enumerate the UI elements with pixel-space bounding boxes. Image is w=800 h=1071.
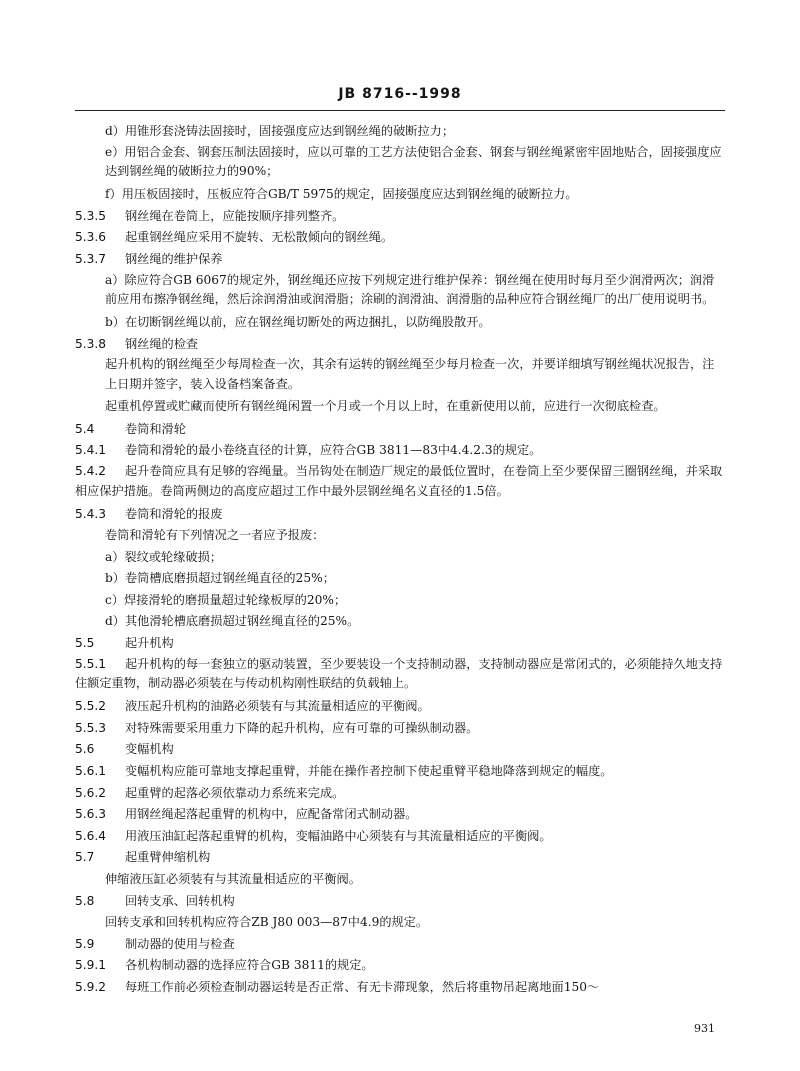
clause-text: 钢丝绳在卷筒上，应能按顺序排列整齐。: [125, 208, 345, 223]
section-heading: [75, 891, 725, 913]
list-item: d）其他滑轮槽底磨损超过钢丝绳直径的25%。: [105, 614, 360, 629]
clause-heading: [75, 334, 725, 356]
clause-text: 起升机构的每一套独立的驱动装置，至少要装设一个支持制动器，支持制动器应是常闭式的，必须能持久地支持住额定重物，制动器必须装在与传动机构刚性联结的负载轴上。: [75, 656, 723, 691]
clause: [75, 227, 725, 249]
clause-text: 卷筒和滑轮的最小卷绕直径的计算，应符合GB 3811—83中4.4.2.3的规定。: [125, 443, 542, 458]
section-title: 变幅机构: [125, 742, 174, 757]
section-title: 起重臂伸缩机构: [125, 850, 211, 865]
clause-number: 5.9.1: [75, 958, 107, 973]
section-heading: [75, 934, 725, 956]
clause-number: 5.3.8: [75, 336, 107, 351]
section-number: 5.5: [75, 636, 95, 651]
clause-number: 5.4.2: [75, 463, 107, 478]
list-item: a）裂纹或轮缘破损；: [105, 549, 222, 564]
clause: [75, 440, 725, 462]
clause-title: 钢丝绳的维护保养: [125, 251, 223, 266]
clause: [75, 826, 725, 848]
paragraph: 卷筒和滑轮有下列情况之一者应予报废：: [105, 528, 325, 543]
section-heading: [75, 633, 725, 655]
clause: [75, 696, 725, 718]
clause-title: 卷筒和滑轮的报废: [125, 506, 223, 521]
page-body: [75, 121, 725, 999]
clause: [75, 718, 725, 740]
clause: [75, 783, 725, 805]
section-heading: [75, 847, 725, 869]
clause-number: 5.6.3: [75, 807, 107, 822]
paragraph: d）用锥形套浇铸法固接时，固接强度应达到钢丝绳的破断拉力；: [105, 124, 455, 138]
paragraph: 起重机停置或贮藏而使所有钢丝绳闲置一个月或一个月以上时，在重新使用以前，应进行一次彻底检查。: [105, 398, 666, 413]
list-item: b）卷筒槽底磨损超过钢丝绳直径的25%；: [105, 571, 335, 586]
section-number: 5.4: [75, 421, 95, 436]
clause-text: 起重臂的起落必须依靠动力系统来完成。: [125, 785, 345, 800]
paragraph: 伸缩液压缸必须装有与其流量相适应的平衡阀。: [105, 872, 361, 887]
clause: [75, 462, 725, 502]
paragraph: a）除应符合GB 6067的规定外，钢丝绳还应按下列规定进行维护保养：钢丝绳在使用时每月至少润滑两次；润滑前应用布擦净钢丝绳，然后涂润滑油或润滑脂；涂刷的润滑油、润滑脂的品种应符合钢丝绳厂的出厂使用说明书。: [105, 272, 715, 307]
section-heading: [75, 419, 725, 441]
section-title: 回转支承、回转机构: [125, 893, 235, 908]
paragraph: b）在切断钢丝绳以前，应在钢丝绳切断处的两边捆扎，以防绳股散开。: [105, 315, 491, 330]
clause-text: 各机构制动器的选择应符合GB 3811的规定。: [125, 958, 374, 973]
clause-number: 5.6.4: [75, 828, 107, 843]
clause-number: 5.3.6: [75, 230, 107, 245]
clause-number: 5.5.2: [75, 699, 107, 714]
clause-number: 5.5.3: [75, 720, 107, 735]
clause-text: 每班工作前必须检查制动器运转是否正常、有无卡滞现象，然后将重物吊起离地面150～: [125, 979, 600, 994]
paragraph: 起升机构的钢丝绳至少每周检查一次，其余有运转的钢丝绳至少每月检查一次，并要详细填写钢丝绳状况报告，注上日期并签字，装入设备档案备查。: [105, 357, 715, 392]
clause-number: 5.5.1: [75, 656, 107, 671]
clause-number: 5.9.2: [75, 979, 107, 994]
clause: [75, 206, 725, 228]
clause: [75, 655, 725, 695]
clause-number: 5.4.1: [75, 443, 107, 458]
section-title: 卷筒和滑轮: [125, 421, 186, 436]
clause-text: 对特殊需要采用重力下降的起升机构，应有可靠的可操纵制动器。: [125, 720, 479, 735]
clause-heading: [75, 249, 725, 271]
list-item: c）焊接滑轮的磨损量超过轮缘板厚的20%；: [105, 592, 347, 607]
paragraph: 回转支承和回转机构应符合ZB J80 003—87中4.9的规定。: [105, 915, 429, 930]
clause-text: 变幅机构应能可靠地支撑起重臂，并能在操作者控制下使起重臂平稳地降落到规定的幅度。: [125, 764, 613, 779]
clause-text: 起重钢丝绳应采用不旋转、无松散倾向的钢丝绳。: [125, 230, 394, 245]
clause-number: 5.4.3: [75, 506, 107, 521]
section-title: 起升机构: [125, 636, 174, 651]
section-number: 5.8: [75, 893, 95, 908]
clause-text: 液压起升机构的油路必须装有与其流量相适应的平衡阀。: [125, 699, 430, 714]
clause: [75, 761, 725, 783]
standard-code-header: JB 8716--1998: [338, 86, 462, 102]
clause-number: 5.3.7: [75, 251, 107, 266]
clause-number: 5.6.2: [75, 785, 107, 800]
clause-number: 5.3.5: [75, 208, 107, 223]
clause: [75, 955, 725, 977]
clause-text: 用钢丝绳起落起重臂的机构中，应配备常闭式制动器。: [125, 807, 418, 822]
clause-heading: [75, 504, 725, 526]
page-number: 931: [694, 1022, 715, 1035]
clause-text: 起升卷筒应具有足够的容绳量。当吊钩处在制造厂规定的最低位置时，在卷筒上至少要保留三圈钢丝绳，并采取相应保护措施。卷筒两侧边的高度应超过工作中最外层钢丝绳名义直径的1.5倍。: [75, 463, 723, 498]
paragraph: e）用铝合金套、钢套压制法固接时，应以可靠的工艺方法使铝合金套、钢套与钢丝绳紧密牢固地贴合，固接强度应达到钢丝绳的破断拉力的90%；: [105, 144, 722, 179]
header-rule: [75, 110, 725, 111]
clause: [75, 977, 725, 999]
section-number: 5.6: [75, 742, 95, 757]
section-number: 5.9: [75, 936, 95, 951]
clause-number: 5.6.1: [75, 764, 107, 779]
clause-title: 钢丝绳的检查: [125, 336, 199, 351]
section-number: 5.7: [75, 850, 95, 865]
paragraph: f）用压板固接时，压板应符合GB/T 5975的规定，固接强度应达到钢丝绳的破断拉力。: [105, 187, 578, 202]
clause-text: 用液压油缸起落起重臂的机构，变幅油路中心须装有与其流量相适应的平衡阀。: [125, 828, 552, 843]
clause: [75, 804, 725, 826]
section-heading: [75, 739, 725, 761]
section-title: 制动器的使用与检查: [125, 936, 235, 951]
